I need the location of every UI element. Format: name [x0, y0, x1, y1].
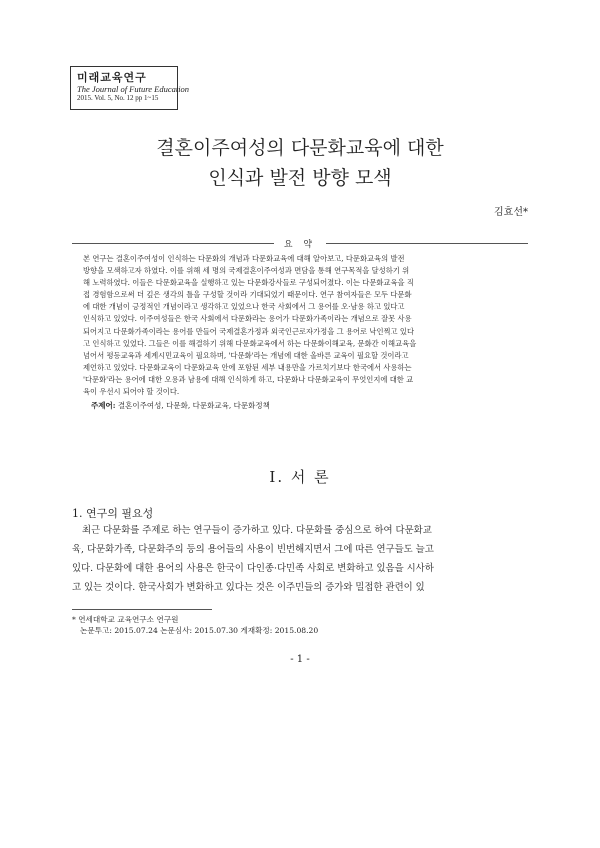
author-name: 김효선*	[494, 207, 528, 218]
abstract-label: 요 약	[283, 239, 317, 250]
journal-volume: 2015. Vol. 5, No. 12 pp 1~15	[77, 94, 159, 102]
keywords-text: 결혼이주여성, 다문화, 다문화교육, 다문화정책	[117, 401, 270, 410]
footnote	[72, 614, 318, 636]
section-title: Ⅰ. 서 론	[269, 468, 331, 486]
journal-name-english: The Journal of Future Education	[77, 84, 190, 94]
body-line: 고 있는 것이다. 한국사회가 변화하고 있다는 것은 이주민들의 증가와 밀접한 관련이 있	[72, 582, 425, 593]
abstract-line: 되어지고 다문화가족이라는 용어를 만들어 국제결혼가정과 외국인근로자가정을 그 용어로 낙인찍고 있다	[83, 326, 415, 336]
abstract-rule-right	[326, 243, 528, 244]
paper-title-line1: 결혼이주여성의 다문화교육에 대한	[156, 137, 444, 159]
abstract-line: 방향을 모색하고자 하였다. 이를 위해 세 명의 국제결혼이주여성과 면담을 통해 연구목적을 달성하기 위	[83, 266, 410, 276]
keywords-label: 주제어:	[91, 401, 116, 410]
journal-info-box	[70, 66, 190, 110]
footnote-affiliation: * 연세대학교 교육연구소 연구원	[72, 615, 179, 624]
footnote-dates: 논문투고: 2015.07.24 논문심사: 2015.07.30 게재확정: 2015.08.20	[80, 626, 319, 635]
abstract-line: 본 연구는 결혼이주여성이 인식하는 다문화의 개념과 다문화교육에 대해 알아보고, 다문화교육의 발전	[83, 254, 405, 263]
journal-name-korean: 미래교육연구	[77, 71, 147, 84]
abstract-line: '다문화'라는 용어에 대한 오용과 남용에 대해 인식하게 하고, 다문화나 다문화교육이 무엇인지에 대한 교	[83, 374, 414, 384]
page-number: - 1 -	[290, 654, 310, 665]
body-paragraph	[72, 521, 528, 597]
abstract-line: 에 대한 개념이 긍정적인 개념이라고 생각하고 있었으나 한국 사회에서 그 용어를 오·남용 하고 있다고	[83, 302, 405, 312]
body-line: 최근 다문화를 주제로 하는 연구들이 증가하고 있다. 다문화를 중심으로 하여 다문화교	[82, 525, 432, 536]
abstract-rule-left	[72, 243, 274, 244]
body-line: 있다. 다문화에 대한 용어의 사용은 한국이 다인종·다민족 사회로 변화하고 있음을 시사하	[72, 563, 434, 574]
abstract-line: 접 경험함으로써 더 깊은 생각의 틀을 구성할 것이라 기대되었기 때문이다. 연구 참여자들은 모두 다문화	[83, 290, 412, 300]
keywords	[91, 400, 270, 411]
abstract-heading	[72, 236, 528, 250]
paper-title-line2: 인식과 발전 방향 모색	[208, 167, 392, 189]
subsection-title: 1. 연구의 필요성	[72, 507, 154, 520]
abstract-line: 육이 우선시 되어야 할 것이다.	[83, 387, 180, 397]
abstract-line: 고 인식하고 있었다. 그들은 이를 해결하기 위해 다문화교육에서 하는 다문화이해교육, 문화간 이해교육을	[83, 338, 417, 348]
abstract-body	[83, 253, 527, 398]
abstract-line: 제언하고 있었다. 다문화교육이 다문화교육 안에 포함된 세부 내용만을 가르치기보다 한국에서 사용하는	[83, 362, 412, 372]
footnote-rule	[72, 609, 212, 610]
body-line: 육, 다문화가족, 다문화주의 등의 용어들의 사용이 빈번해지면서 그에 따른 연구들도 늘고	[72, 544, 434, 555]
abstract-line: 해 노력하였다. 이들은 다문화교육을 실행하고 있는 다문화강사들로 구성되어졌다. 이는 다문화교육을 직	[83, 278, 414, 288]
abstract-line: 넘어서 평등교육과 세계시민교육이 필요하며, '다문화'라는 개념에 대한 올바른 교육이 필요할 것이라고	[83, 350, 409, 360]
abstract-line: 인식하고 있었다. 이주여성들은 한국 사회에서 다문화라는 용어가 다문화가족이라는 개념으로 잘못 사용	[83, 314, 412, 324]
